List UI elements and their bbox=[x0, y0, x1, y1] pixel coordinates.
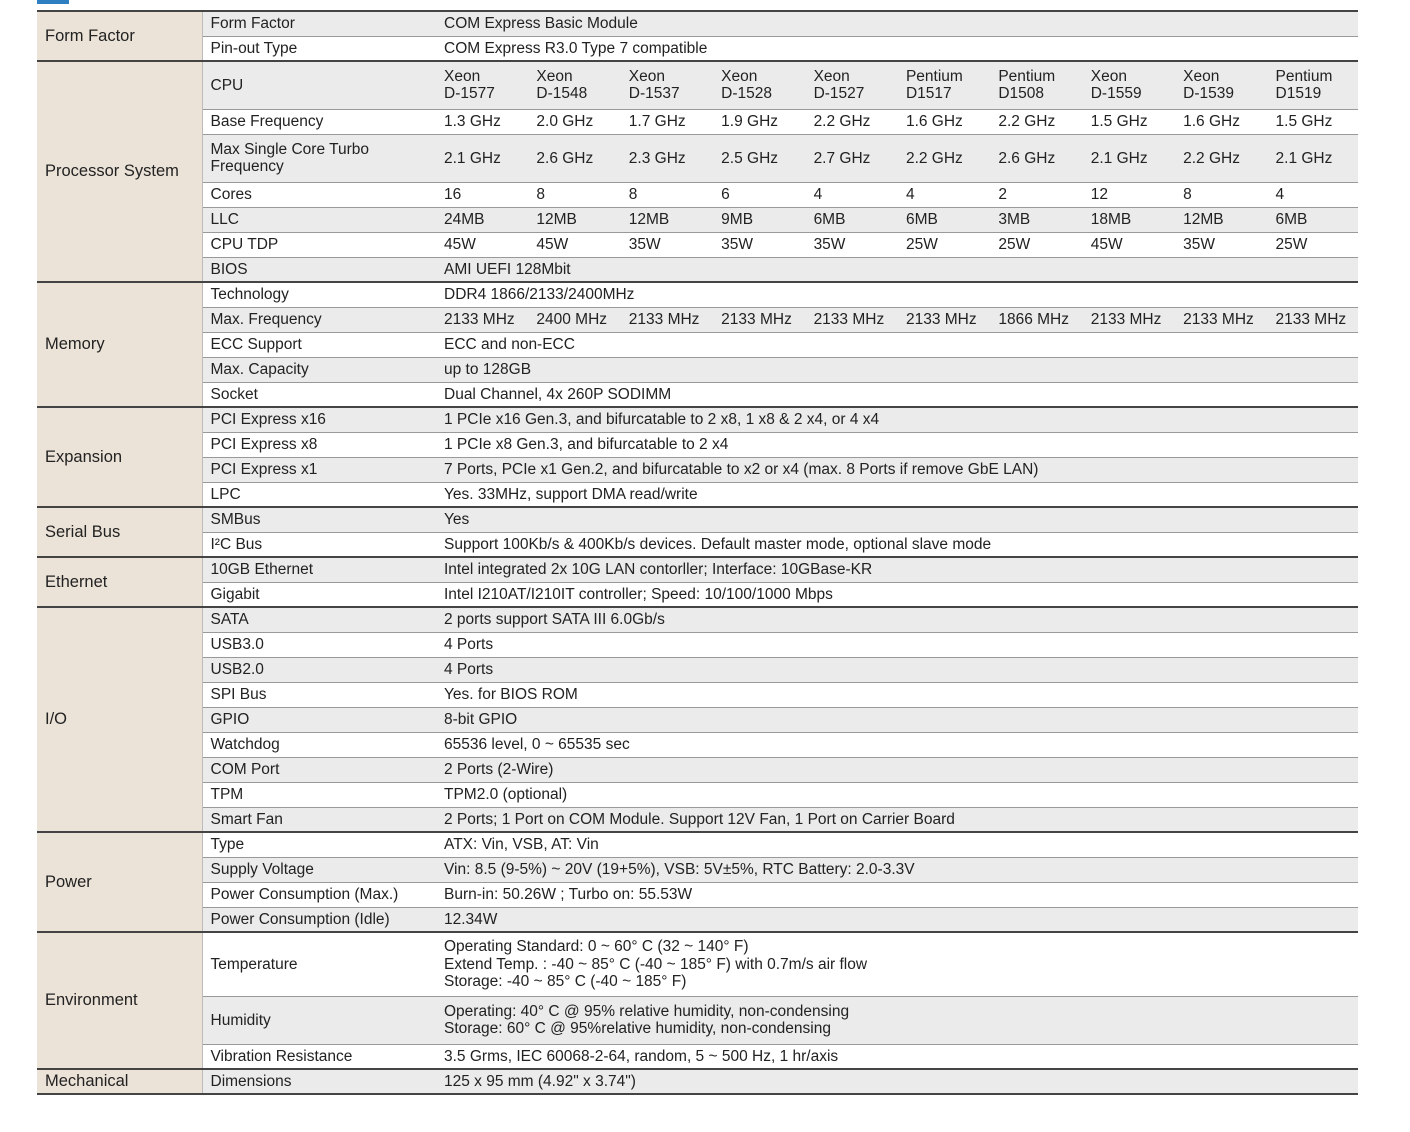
spec-name: Socket bbox=[202, 382, 434, 407]
spec-cell: 2.2 GHz bbox=[988, 109, 1080, 134]
spec-row bbox=[37, 757, 1358, 782]
spec-cell: 2.6 GHz bbox=[526, 134, 618, 182]
spec-cell: Xeon D-1528 bbox=[711, 61, 803, 109]
spec-cell: Pentium D1508 bbox=[988, 61, 1080, 109]
spec-value: 2 Ports; 1 Port on COM Module. Support 12V Fan, 1 Port on Carrier Board bbox=[434, 807, 1358, 832]
spec-cell: 2.2 GHz bbox=[804, 109, 896, 134]
spec-name: SPI Bus bbox=[202, 682, 434, 707]
spec-cell: 6MB bbox=[896, 207, 988, 232]
spec-row bbox=[37, 382, 1358, 407]
spec-row bbox=[37, 282, 1358, 307]
spec-row bbox=[37, 432, 1358, 457]
spec-row bbox=[37, 532, 1358, 557]
spec-row bbox=[37, 457, 1358, 482]
spec-row bbox=[37, 182, 1358, 207]
spec-row bbox=[37, 732, 1358, 757]
spec-cell: 25W bbox=[896, 232, 988, 257]
spec-name: I²C Bus bbox=[202, 532, 434, 557]
spec-name: Technology bbox=[202, 282, 434, 307]
spec-cell: 2.2 GHz bbox=[896, 134, 988, 182]
category-label: Expansion bbox=[37, 407, 202, 507]
spec-cell: 12MB bbox=[526, 207, 618, 232]
spec-name: LLC bbox=[202, 207, 434, 232]
spec-cell: 2400 MHz bbox=[526, 307, 618, 332]
spec-cell: 4 bbox=[804, 182, 896, 207]
category-label: Memory bbox=[37, 282, 202, 407]
spec-name: TPM bbox=[202, 782, 434, 807]
spec-cell: 12 bbox=[1081, 182, 1173, 207]
spec-name: CPU bbox=[202, 61, 434, 109]
spec-value: Intel I210AT/I210IT controller; Speed: 10/100/1000 Mbps bbox=[434, 582, 1358, 607]
spec-row bbox=[37, 357, 1358, 382]
category-label: Mechanical bbox=[37, 1069, 202, 1094]
spec-name: Smart Fan bbox=[202, 807, 434, 832]
spec-name: Supply Voltage bbox=[202, 857, 434, 882]
spec-cell: 35W bbox=[711, 232, 803, 257]
spec-row bbox=[37, 307, 1358, 332]
spec-name: 10GB Ethernet bbox=[202, 557, 434, 582]
spec-value: 7 Ports, PCIe x1 Gen.2, and bifurcatable to x2 or x4 (max. 8 Ports if remove GbE LAN) bbox=[434, 457, 1358, 482]
spec-cell: 45W bbox=[1081, 232, 1173, 257]
spec-value: ATX: Vin, VSB, AT: Vin bbox=[434, 832, 1358, 857]
spec-name: LPC bbox=[202, 482, 434, 507]
spec-cell: 2.1 GHz bbox=[434, 134, 526, 182]
spec-row bbox=[37, 482, 1358, 507]
spec-cell: Xeon D-1548 bbox=[526, 61, 618, 109]
spec-cell: 35W bbox=[804, 232, 896, 257]
category-label: Power bbox=[37, 832, 202, 932]
spec-cell: 2133 MHz bbox=[804, 307, 896, 332]
spec-cell: 25W bbox=[1266, 232, 1359, 257]
spec-row bbox=[37, 882, 1358, 907]
spec-cell: Xeon D-1559 bbox=[1081, 61, 1173, 109]
spec-row bbox=[37, 996, 1358, 1044]
spec-name: Max. Capacity bbox=[202, 357, 434, 382]
spec-name: BIOS bbox=[202, 257, 434, 282]
spec-row bbox=[37, 807, 1358, 832]
spec-cell: 25W bbox=[988, 232, 1080, 257]
spec-name: USB3.0 bbox=[202, 632, 434, 657]
spec-cell: 6 bbox=[711, 182, 803, 207]
spec-cell: 2133 MHz bbox=[711, 307, 803, 332]
spec-name: Form Factor bbox=[202, 11, 434, 36]
category-label: Serial Bus bbox=[37, 507, 202, 557]
spec-cell: Xeon D-1539 bbox=[1173, 61, 1265, 109]
spec-row bbox=[37, 134, 1358, 182]
spec-value: 4 Ports bbox=[434, 632, 1358, 657]
spec-cell: 1866 MHz bbox=[988, 307, 1080, 332]
spec-cell: 8 bbox=[1173, 182, 1265, 207]
spec-cell: 1.5 GHz bbox=[1081, 109, 1173, 134]
spec-name: CPU TDP bbox=[202, 232, 434, 257]
spec-cell: 45W bbox=[526, 232, 618, 257]
spec-value: 2 Ports (2-Wire) bbox=[434, 757, 1358, 782]
spec-row bbox=[37, 632, 1358, 657]
spec-value: 65536 level, 0 ~ 65535 sec bbox=[434, 732, 1358, 757]
spec-row bbox=[37, 507, 1358, 532]
spec-value: 125 x 95 mm (4.92" x 3.74") bbox=[434, 1069, 1358, 1094]
spec-cell: Xeon D-1537 bbox=[619, 61, 711, 109]
spec-cell: Pentium D1519 bbox=[1266, 61, 1359, 109]
spec-cell: 12MB bbox=[619, 207, 711, 232]
spec-value: ECC and non-ECC bbox=[434, 332, 1358, 357]
spec-table bbox=[37, 10, 1358, 1095]
spec-cell: 35W bbox=[619, 232, 711, 257]
spec-value: COM Express Basic Module bbox=[434, 11, 1358, 36]
spec-row bbox=[37, 557, 1358, 582]
spec-value: COM Express R3.0 Type 7 compatible bbox=[434, 36, 1358, 61]
spec-value: Operating: 40° C @ 95% relative humidity, non-condensing Storage: 60° C @ 95%relative humidity, non-condensing bbox=[434, 996, 1358, 1044]
spec-cell: 6MB bbox=[1266, 207, 1359, 232]
spec-cell: 2133 MHz bbox=[1266, 307, 1359, 332]
spec-name: SATA bbox=[202, 607, 434, 632]
spec-name: Watchdog bbox=[202, 732, 434, 757]
spec-name: Max. Frequency bbox=[202, 307, 434, 332]
spec-row bbox=[37, 407, 1358, 432]
spec-cell: 2.5 GHz bbox=[711, 134, 803, 182]
spec-name: SMBus bbox=[202, 507, 434, 532]
spec-cell: 2133 MHz bbox=[619, 307, 711, 332]
spec-row bbox=[37, 682, 1358, 707]
spec-row bbox=[37, 832, 1358, 857]
spec-value: Support 100Kb/s & 400Kb/s devices. Default master mode, optional slave mode bbox=[434, 532, 1358, 557]
spec-row bbox=[37, 782, 1358, 807]
spec-value: 8-bit GPIO bbox=[434, 707, 1358, 732]
spec-row bbox=[37, 257, 1358, 282]
spec-row bbox=[37, 657, 1358, 682]
spec-cell: 2133 MHz bbox=[896, 307, 988, 332]
spec-row bbox=[37, 36, 1358, 61]
spec-value: 12.34W bbox=[434, 907, 1358, 932]
spec-row bbox=[37, 707, 1358, 732]
spec-value: 1 PCIe x16 Gen.3, and bifurcatable to 2 x8, 1 x8 & 2 x4, or 4 x4 bbox=[434, 407, 1358, 432]
spec-cell: 2133 MHz bbox=[1173, 307, 1265, 332]
spec-cell: 24MB bbox=[434, 207, 526, 232]
spec-value: Burn-in: 50.26W ; Turbo on: 55.53W bbox=[434, 882, 1358, 907]
spec-cell: 18MB bbox=[1081, 207, 1173, 232]
spec-name: ECC Support bbox=[202, 332, 434, 357]
spec-cell: 2 bbox=[988, 182, 1080, 207]
spec-cell: 1.9 GHz bbox=[711, 109, 803, 134]
spec-name: PCI Express x16 bbox=[202, 407, 434, 432]
spec-value: DDR4 1866/2133/2400MHz bbox=[434, 282, 1358, 307]
spec-cell: 8 bbox=[526, 182, 618, 207]
spec-value: Intel integrated 2x 10G LAN contorller; Interface: 10GBase-KR bbox=[434, 557, 1358, 582]
spec-cell: 16 bbox=[434, 182, 526, 207]
spec-value: TPM2.0 (optional) bbox=[434, 782, 1358, 807]
spec-value: 3.5 Grms, IEC 60068-2-64, random, 5 ~ 500 Hz, 1 hr/axis bbox=[434, 1044, 1358, 1069]
spec-name: GPIO bbox=[202, 707, 434, 732]
spec-name: Humidity bbox=[202, 996, 434, 1044]
spec-name: Max Single Core Turbo Frequency bbox=[202, 134, 434, 182]
spec-row bbox=[37, 582, 1358, 607]
spec-row bbox=[37, 61, 1358, 109]
spec-cell: 12MB bbox=[1173, 207, 1265, 232]
spec-cell: 2.1 GHz bbox=[1081, 134, 1173, 182]
spec-row bbox=[37, 932, 1358, 996]
spec-cell: 3MB bbox=[988, 207, 1080, 232]
category-label: Ethernet bbox=[37, 557, 202, 607]
spec-name: Type bbox=[202, 832, 434, 857]
spec-row bbox=[37, 109, 1358, 134]
spec-name: Power Consumption (Idle) bbox=[202, 907, 434, 932]
spec-cell: 35W bbox=[1173, 232, 1265, 257]
spec-cell: Pentium D1517 bbox=[896, 61, 988, 109]
category-label: Processor System bbox=[37, 61, 202, 282]
spec-name: Power Consumption (Max.) bbox=[202, 882, 434, 907]
spec-cell: 45W bbox=[434, 232, 526, 257]
spec-cell: 6MB bbox=[804, 207, 896, 232]
spec-cell: 2.7 GHz bbox=[804, 134, 896, 182]
spec-value: up to 128GB bbox=[434, 357, 1358, 382]
spec-value: Yes. 33MHz, support DMA read/write bbox=[434, 482, 1358, 507]
spec-value: Vin: 8.5 (9-5%) ~ 20V (19+5%), VSB: 5V±5%, RTC Battery: 2.0-3.3V bbox=[434, 857, 1358, 882]
spec-name: Cores bbox=[202, 182, 434, 207]
spec-cell: 1.3 GHz bbox=[434, 109, 526, 134]
spec-cell: 2133 MHz bbox=[1081, 307, 1173, 332]
spec-row bbox=[37, 11, 1358, 36]
spec-cell: 4 bbox=[896, 182, 988, 207]
spec-name: Temperature bbox=[202, 932, 434, 996]
spec-cell: Xeon D-1577 bbox=[434, 61, 526, 109]
spec-value: 2 ports support SATA III 6.0Gb/s bbox=[434, 607, 1358, 632]
spec-row bbox=[37, 607, 1358, 632]
spec-name: USB2.0 bbox=[202, 657, 434, 682]
spec-name: COM Port bbox=[202, 757, 434, 782]
header-accent-bar bbox=[37, 0, 69, 4]
spec-name: Pin-out Type bbox=[202, 36, 434, 61]
spec-value: Yes. for BIOS ROM bbox=[434, 682, 1358, 707]
spec-row bbox=[37, 1044, 1358, 1069]
spec-cell: 2.6 GHz bbox=[988, 134, 1080, 182]
spec-cell: 9MB bbox=[711, 207, 803, 232]
spec-row bbox=[37, 332, 1358, 357]
spec-name: Vibration Resistance bbox=[202, 1044, 434, 1069]
spec-value: Operating Standard: 0 ~ 60° C (32 ~ 140° F) Extend Temp. : -40 ~ 85° C (-40 ~ 185° F) with 0.7m/s air flow Storage: -40 ~ 85° C (-40 ~ 185° F) bbox=[434, 932, 1358, 996]
spec-cell: 4 bbox=[1266, 182, 1359, 207]
spec-cell: 2.1 GHz bbox=[1266, 134, 1359, 182]
spec-cell: 1.5 GHz bbox=[1266, 109, 1359, 134]
spec-cell: 2133 MHz bbox=[434, 307, 526, 332]
spec-name: PCI Express x1 bbox=[202, 457, 434, 482]
spec-row bbox=[37, 857, 1358, 882]
spec-name: Base Frequency bbox=[202, 109, 434, 134]
spec-name: Gigabit bbox=[202, 582, 434, 607]
spec-name: Dimensions bbox=[202, 1069, 434, 1094]
spec-cell: Xeon D-1527 bbox=[804, 61, 896, 109]
spec-value: 1 PCIe x8 Gen.3, and bifurcatable to 2 x4 bbox=[434, 432, 1358, 457]
spec-cell: 2.3 GHz bbox=[619, 134, 711, 182]
spec-value: 4 Ports bbox=[434, 657, 1358, 682]
spec-cell: 1.6 GHz bbox=[1173, 109, 1265, 134]
spec-cell: 1.7 GHz bbox=[619, 109, 711, 134]
spec-cell: 8 bbox=[619, 182, 711, 207]
spec-name: PCI Express x8 bbox=[202, 432, 434, 457]
category-label: Environment bbox=[37, 932, 202, 1069]
spec-row bbox=[37, 907, 1358, 932]
spec-cell: 2.2 GHz bbox=[1173, 134, 1265, 182]
spec-value: Dual Channel, 4x 260P SODIMM bbox=[434, 382, 1358, 407]
category-label: I/O bbox=[37, 607, 202, 832]
spec-row bbox=[37, 232, 1358, 257]
spec-value: AMI UEFI 128Mbit bbox=[434, 257, 1358, 282]
spec-value: Yes bbox=[434, 507, 1358, 532]
spec-row bbox=[37, 207, 1358, 232]
spec-row bbox=[37, 1069, 1358, 1094]
spec-cell: 1.6 GHz bbox=[896, 109, 988, 134]
category-label: Form Factor bbox=[37, 11, 202, 61]
spec-cell: 2.0 GHz bbox=[526, 109, 618, 134]
